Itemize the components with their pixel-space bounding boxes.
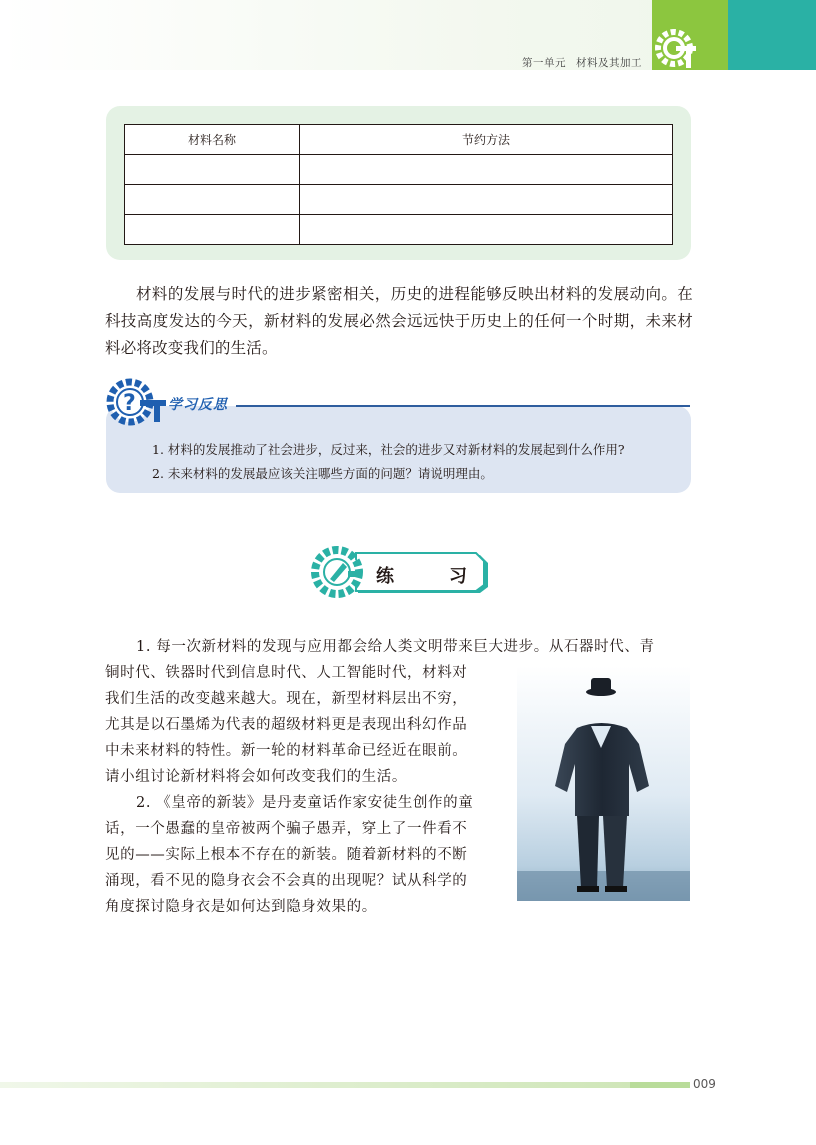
table-header-row <box>125 125 673 155</box>
exercise-title-char-1: 练 <box>376 566 394 587</box>
exercise-title-char-2: 习 <box>449 566 467 587</box>
table-cell <box>125 215 300 245</box>
invisible-man-image <box>517 666 690 901</box>
exercise-line: 涌现，看不见的隐身衣会不会真的出现呢？试从科学的 <box>105 873 468 889</box>
unit-number: 第一单元 <box>522 57 566 69</box>
table-cell <box>125 185 300 215</box>
exercise-line: 中未来材料的特性。新一轮的材料革命已经近在眼前。 <box>105 743 468 759</box>
corner-teal-block <box>728 0 816 70</box>
exercise-line: 尤其是以石墨烯为代表的超级材料更是表现出科幻作品 <box>105 717 468 733</box>
footer-bar <box>0 1082 630 1088</box>
gear-logo-icon <box>652 24 698 70</box>
exercise-line: 话，一个愚蠢的皇帝被两个骗子愚弄，穿上了一件看不 <box>105 821 468 837</box>
exercise-line: 我们生活的改变越来越大。现在，新型材料层出不穷， <box>105 691 468 707</box>
table-cell <box>300 185 673 215</box>
exercise-line: 1. 每一次新材料的发现与应用都会给人类文明带来巨大进步。从石器时代、青 <box>136 639 655 655</box>
reflection-title: 学习反思 <box>168 397 228 413</box>
header-material-name: 材料名称 <box>125 125 300 155</box>
page-number: 009 <box>693 1077 716 1091</box>
reflection-question-2: 2. 未来材料的发展最应该关注哪些方面的问题？请说明理由。 <box>152 466 493 481</box>
question-gear-icon <box>104 376 170 428</box>
reflection-divider <box>236 405 690 407</box>
table-cell <box>125 155 300 185</box>
header-saving-method: 节约方法 <box>300 125 673 155</box>
table-row <box>125 215 673 245</box>
chapter-label <box>522 55 642 70</box>
table-cell <box>300 155 673 185</box>
body-paragraph: 材料的发展与时代的进步紧密相关，历史的进程能够反映出材料的发展动向。在科技高度发达的今天，新材料的发展必然会远远快于历史上的任何一个时期，未来材料必将改变我们的生活。 <box>105 285 693 357</box>
reflection-question-1: 1. 材料的发展推动了社会进步，反过来，社会的进步又对新材料的发展起到什么作用? <box>152 442 625 457</box>
footer-bar-accent <box>630 1082 690 1088</box>
unit-title: 材料及其加工 <box>576 57 642 69</box>
table-cell <box>300 215 673 245</box>
svg-text:?: ? <box>123 391 136 416</box>
exercise-line: 见的——实际上根本不存在的新装。随着新材料的不断 <box>105 847 468 863</box>
exercise-line: 请小组讨论新材料将会如何改变我们的生活。 <box>105 769 407 785</box>
exercise-line: 铜时代、铁器时代到信息时代、人工智能时代，材料对 <box>105 665 468 681</box>
exercise-line: 角度探讨隐身衣是如何达到隐身效果的。 <box>105 899 377 915</box>
table-row <box>125 155 673 185</box>
material-table <box>124 124 673 245</box>
table-row <box>125 185 673 215</box>
exercise-line: 2. 《皇帝的新装》是丹麦童话作家安徒生创作的童 <box>136 795 474 811</box>
